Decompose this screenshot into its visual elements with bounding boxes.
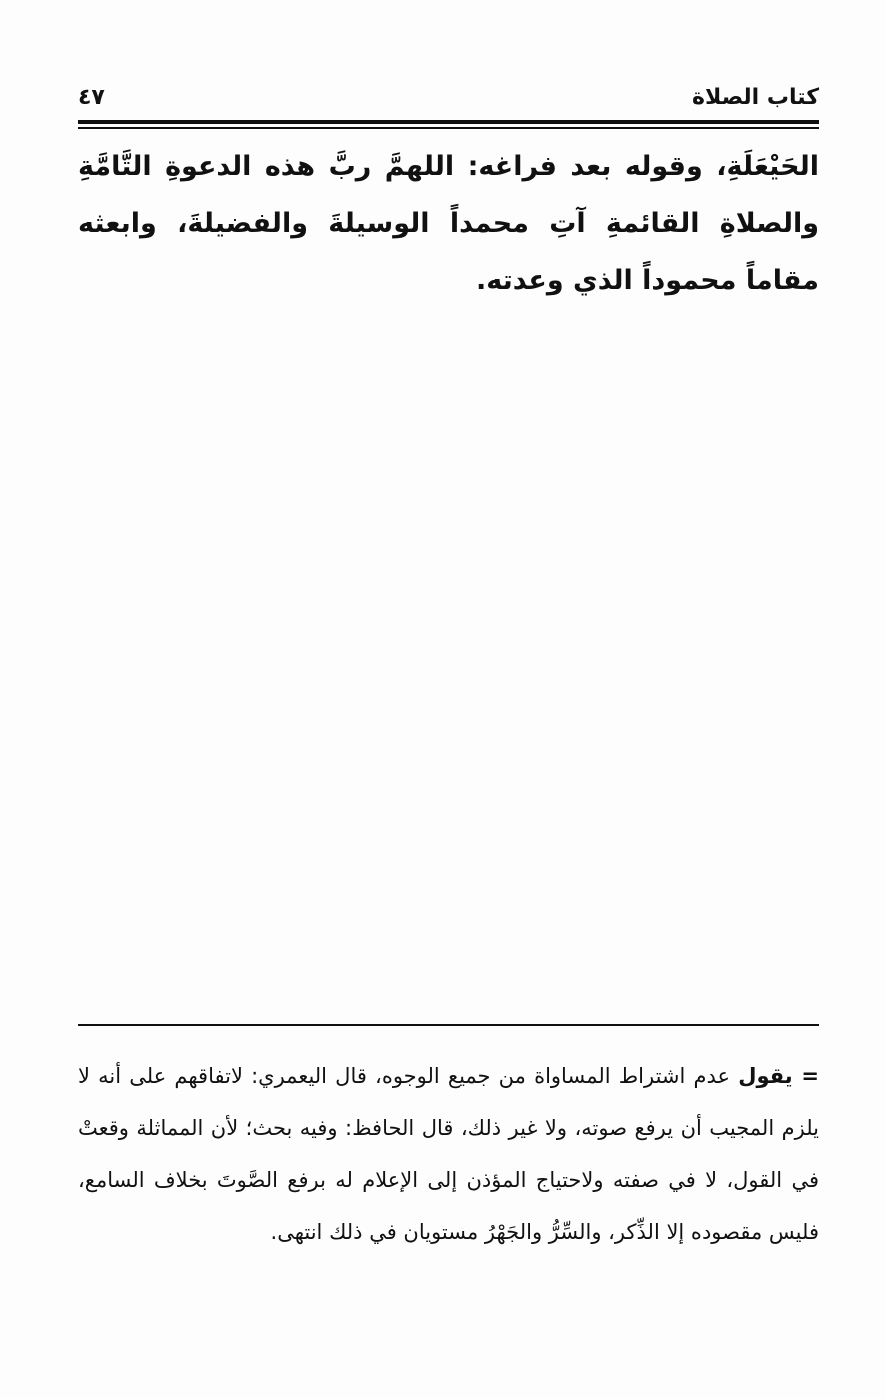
header-rule-thick xyxy=(78,120,819,124)
footnote-separator xyxy=(78,1024,819,1026)
running-head xyxy=(78,80,819,120)
header-rule-thin xyxy=(78,127,819,129)
footnote-lead: = يقول xyxy=(738,1064,819,1088)
footnote xyxy=(78,1050,819,1258)
page-number: ٤٧ xyxy=(78,85,105,110)
chapter-title: كتاب الصلاة xyxy=(692,85,819,110)
main-paragraph: الحَيْعَلَةِ، وقوله بعد فراغه: اللهمَّ ربَّ هذه الدعوةِ التَّامَّةِ والصلاةِ القائمةِ آتِ محمداً الوسيلةَ والفضيلةَ، وابعثه مقاماً محموداً الذي وعدته. xyxy=(78,151,819,296)
footnote-body: عدم اشتراط المساواة من جميع الوجوه، قال اليعمري: لاتفاقهم على أنه لا يلزم المجيب أن يرفع صوته، ولا غير ذلك، قال الحافظ: وفيه بحث؛ لأن المماثلة وقعتْ في القول، لا في صفته ولاحتياج المؤذن إلى الإعلام له برفع الصَّوتَ بخلاف السامع، فليس مقصوده إلا الذِّكر، والسِّرُّ والجَهْرُ مستويان في ذلك انتهى. xyxy=(78,1064,819,1244)
